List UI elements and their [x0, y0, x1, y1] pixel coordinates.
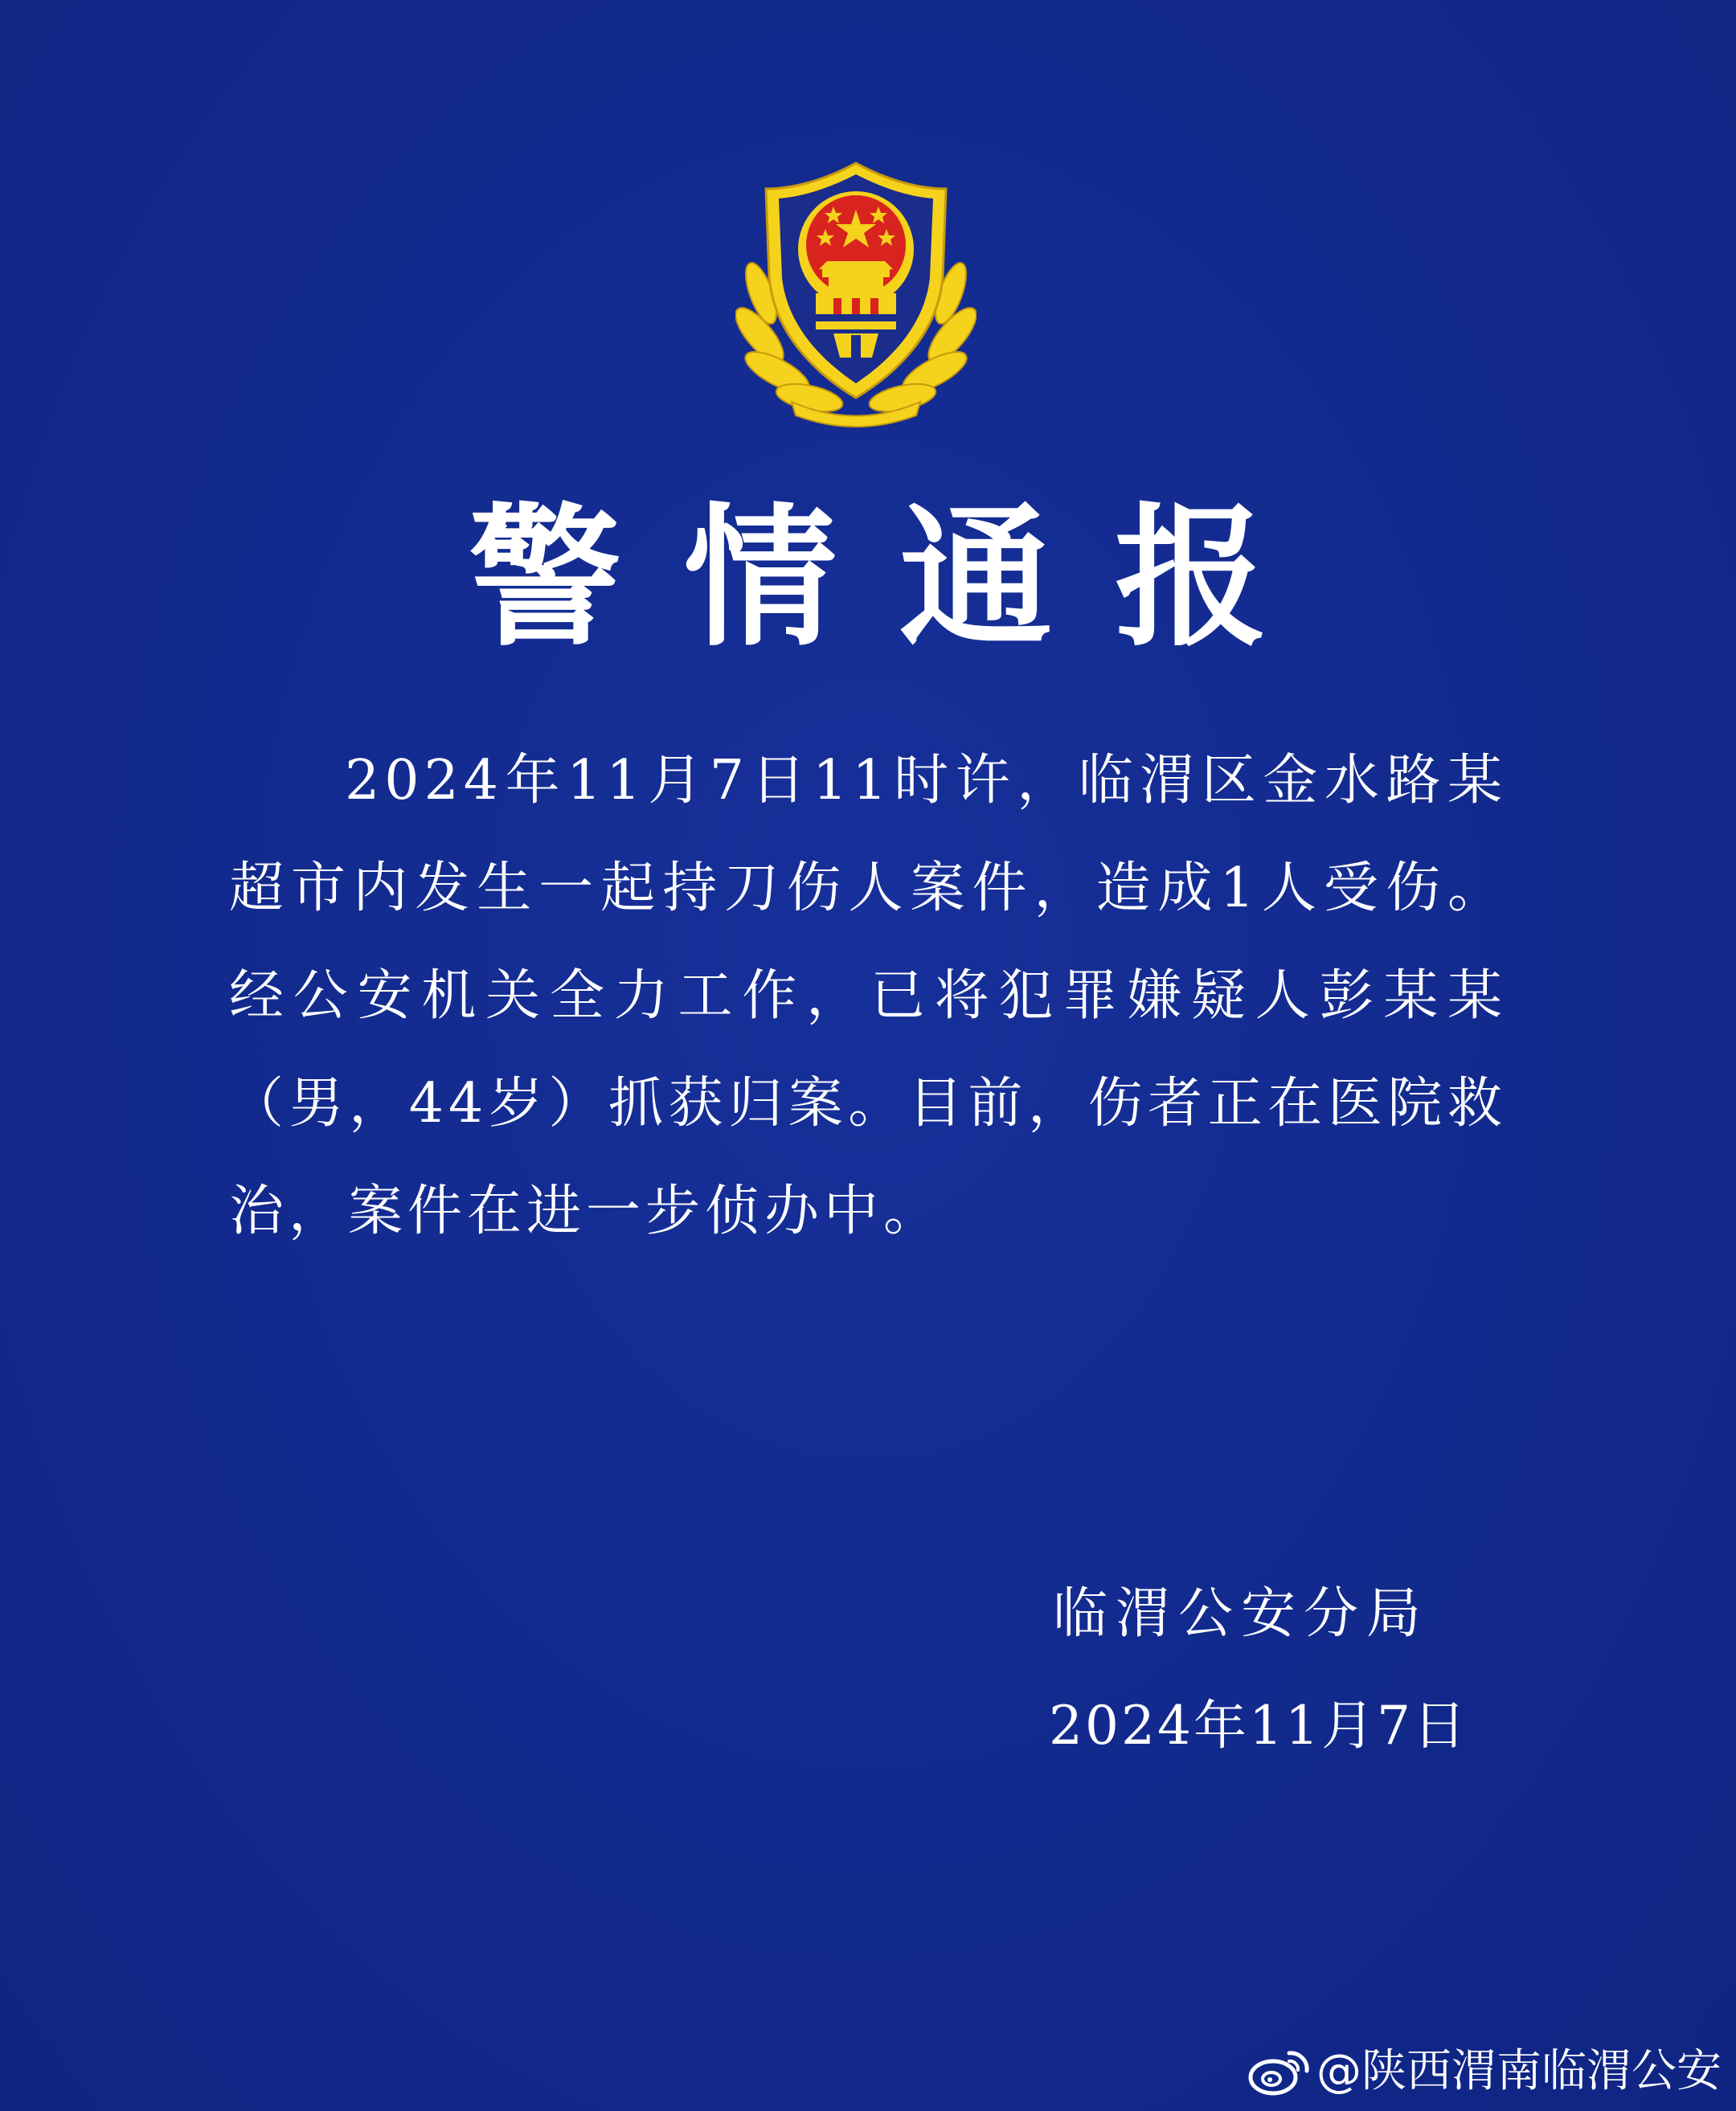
notice-body: 2024年11月7日11时许，临渭区金水路某超市内发生一起持刀伤人案件，造成1人受伤。经公安机关全力工作，已将犯罪嫌疑人彭某某（男，44岁）抓获归案。目前，伤者正在医院救治，案件在进一步侦办中。 — [229, 749, 1507, 1243]
weibo-icon — [1247, 2045, 1312, 2098]
police-emblem-icon — [735, 157, 976, 430]
weibo-account: @陕西渭南临渭公安 — [1316, 2045, 1722, 2097]
weibo-watermark — [1247, 2045, 1722, 2098]
notice-title: 警情通报 — [468, 489, 1330, 667]
issuer-name: 临渭公安分局 — [1053, 1582, 1430, 1646]
issue-date: 2024年11月7日 — [1049, 1695, 1468, 1757]
